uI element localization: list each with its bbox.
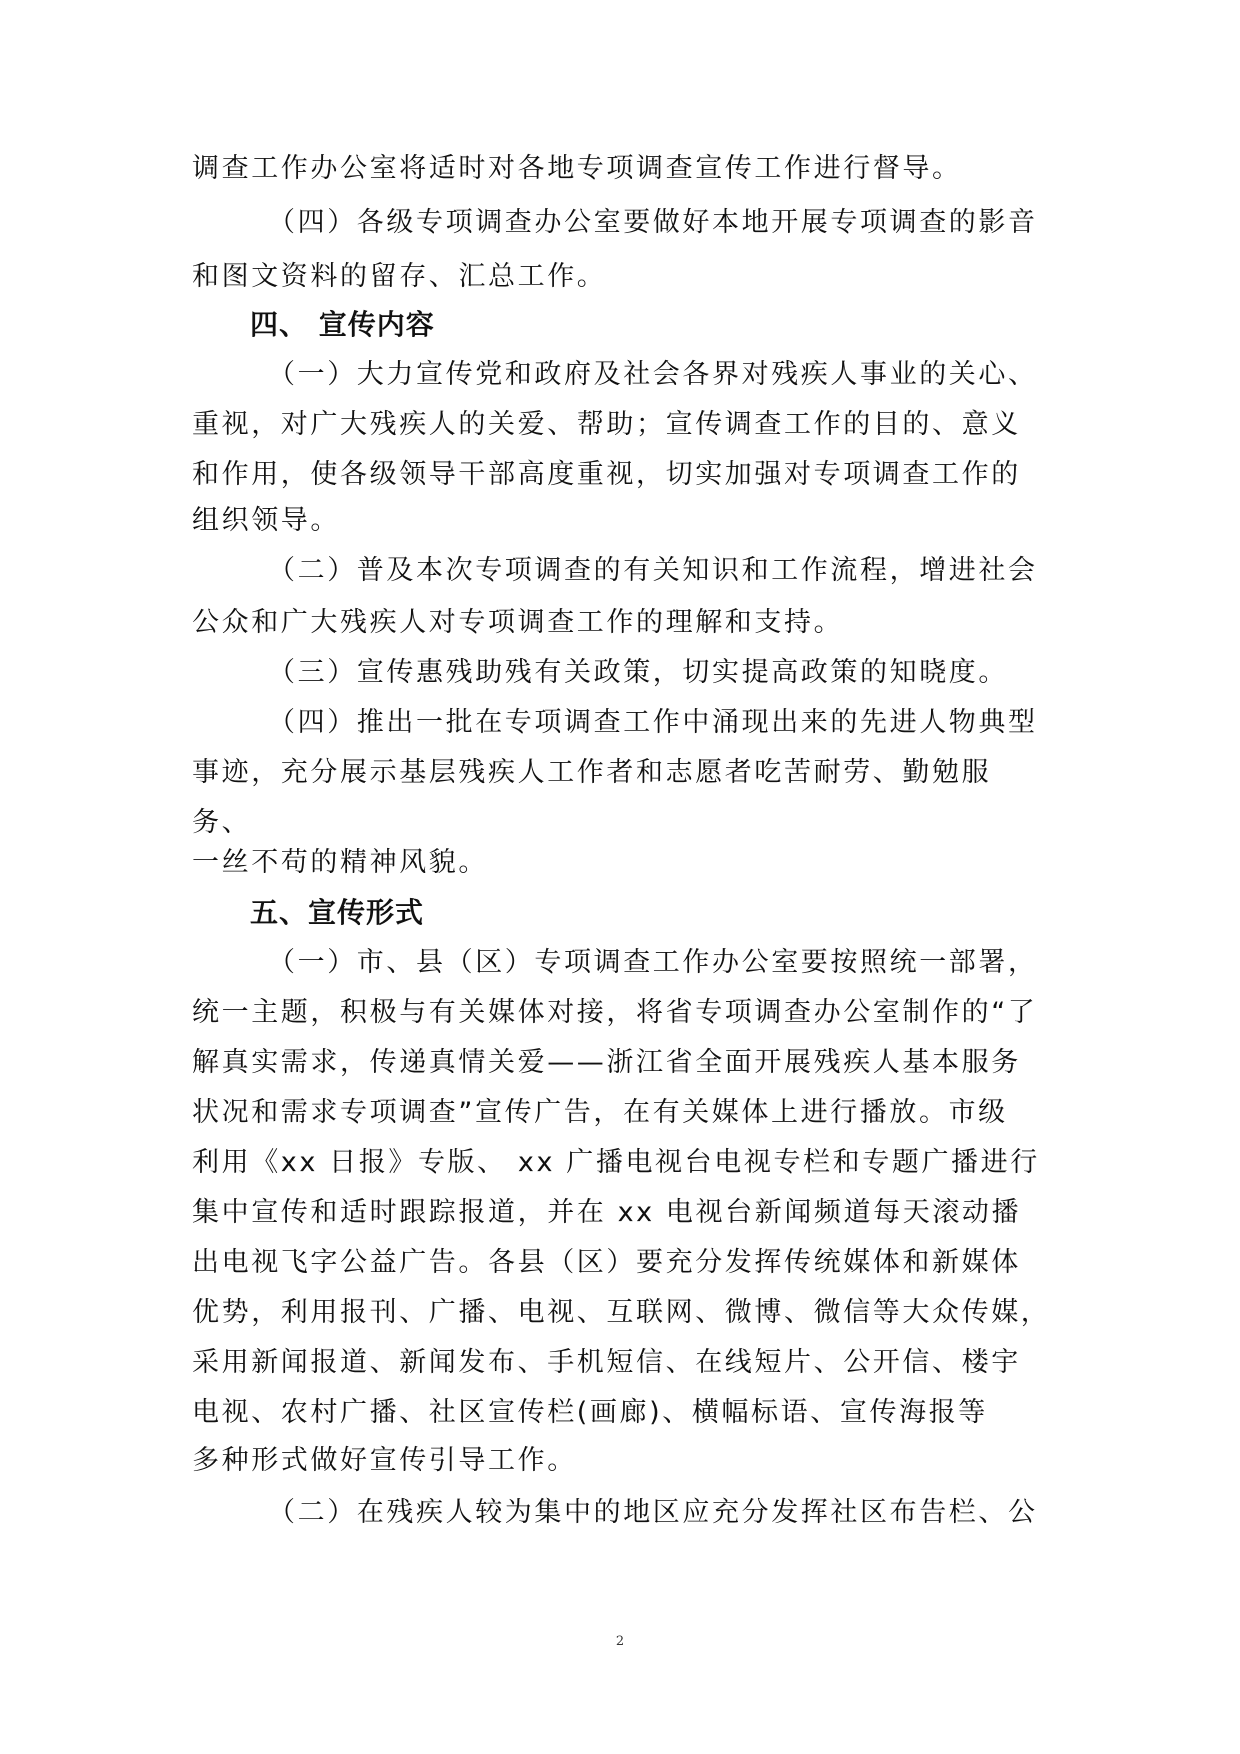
paragraph-line: （一）大力宣传党和政府及社会各界对残疾人事业的关心、: [268, 359, 1038, 390]
paragraph-line: （二）在残疾人较为集中的地区应充分发挥社区布告栏、公: [268, 1497, 1038, 1528]
section-heading-5: 五、宣传形式: [250, 896, 425, 929]
paragraph-line: 多种形式做好宣传引导工作。: [192, 1445, 577, 1476]
paragraph-line: 一丝不苟的精神风貌。: [192, 847, 488, 878]
paragraph-line: 重视，对广大残疾人的关爱、帮助；宣传调查工作的目的、意义: [192, 409, 1021, 440]
paragraph-line: （一）市、县（区）专项调查工作办公室要按照统一部署，: [268, 947, 1038, 978]
paragraph-line: 出电视飞字公益广告。各县（区）要充分发挥传统媒体和新媒体: [192, 1247, 1021, 1278]
paragraph-line: （四）推出一批在专项调查工作中涌现出来的先进人物典型: [268, 707, 1038, 738]
paragraph-line: 统一主题，积极与有关媒体对接，将省专项调查办公室制作的“了: [192, 997, 1038, 1028]
paragraph-line: 集中宣传和适时跟踪报道，并在 xx 电视台新闻频道每天滚动播: [192, 1197, 1022, 1228]
page-number: 2: [615, 1634, 625, 1649]
paragraph-line: 和图文资料的留存、汇总工作。: [192, 261, 607, 292]
paragraph-line: 优势，利用报刊、广播、电视、互联网、微博、微信等大众传媒，: [192, 1297, 1051, 1328]
paragraph-line: 调查工作办公室将适时对各地专项调查宣传工作进行督导。: [192, 153, 962, 184]
paragraph-line: 解真实需求，传递真情关爱——浙江省全面开展残疾人基本服务: [192, 1047, 1021, 1078]
section-heading-4: 四、 宣传内容: [250, 308, 435, 341]
paragraph-line: （二）普及本次专项调查的有关知识和工作流程，增进社会: [268, 555, 1038, 586]
paragraph-line: 公众和广大残疾人对专项调查工作的理解和支持。: [192, 607, 844, 638]
paragraph-line: （四）各级专项调查办公室要做好本地开展专项调查的影音: [268, 207, 1038, 238]
paragraph-line: 状况和需求专项调查”宣传广告，在有关媒体上进行播放。市级: [192, 1097, 1008, 1128]
paragraph-line: 事迹，充分展示基层残疾人工作者和志愿者吃苦耐劳、勤勉服: [192, 757, 992, 788]
paragraph-line: 务、: [192, 807, 252, 838]
paragraph-line: 电视、农村广播、社区宣传栏(画廊)、横幅标语、宣传海报等: [192, 1397, 988, 1428]
paragraph-line: 采用新闻报道、新闻发布、手机短信、在线短片、公开信、楼宇: [192, 1347, 1021, 1378]
paragraph-line: （三）宣传惠残助残有关政策，切实提高政策的知晓度。: [268, 657, 1008, 688]
paragraph-line: 组织领导。: [192, 505, 340, 536]
paragraph-line: 和作用，使各级领导干部高度重视，切实加强对专项调查工作的: [192, 459, 1021, 490]
paragraph-line: 利用《xx 日报》专版、 xx 广播电视台电视专栏和专题广播进行: [192, 1147, 1040, 1178]
